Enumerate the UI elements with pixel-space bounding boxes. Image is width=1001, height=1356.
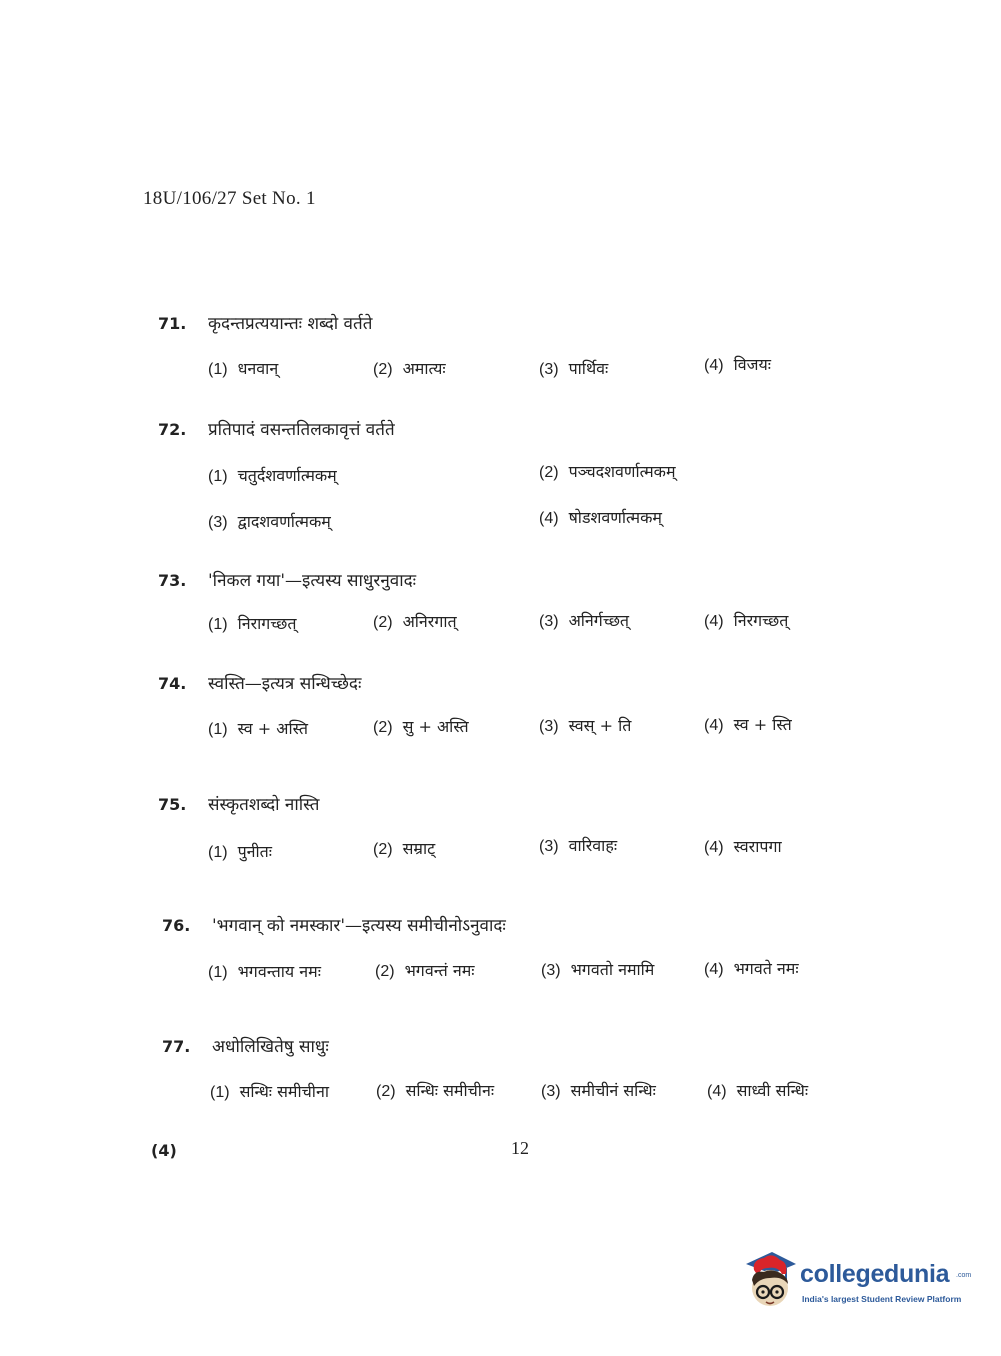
- footer-code: (4): [151, 1141, 177, 1160]
- option-77-1: (1) सन्धिः समीचीना: [210, 1082, 329, 1101]
- question-number: 75.: [158, 795, 187, 814]
- question-text: 'निकल गया'—इत्यस्य साधुरनुवादः: [208, 571, 417, 591]
- question-text: 'भगवान् को नमस्कार'—इत्यस्य समीचीनोऽनुवादः: [212, 916, 506, 936]
- option-76-4: (4) भगवते नमः: [704, 959, 799, 978]
- paper-code: 18U/106/27 Set No. 1: [143, 188, 316, 209]
- brand-watermark: [742, 1250, 972, 1312]
- brand-name: collegedunia: [800, 1260, 950, 1288]
- question-number: 73.: [158, 571, 187, 590]
- question-text: स्वस्ति—इत्यत्र सन्धिच्छेदः: [208, 674, 362, 694]
- page-number: 12: [511, 1138, 529, 1158]
- option-72-1: (1) चतुर्दशवर्णात्मकम्: [208, 466, 337, 485]
- option-71-3: (3) पार्थिवः: [539, 359, 609, 378]
- option-76-1: (1) भगवन्ताय नमः: [208, 962, 321, 981]
- question-text: कृदन्तप्रत्ययान्तः शब्दो वर्तते: [208, 314, 373, 334]
- question-number: 74.: [158, 674, 187, 693]
- question-text: संस्कृतशब्दो नास्ति: [208, 795, 320, 815]
- option-77-3: (3) समीचीनं सन्धिः: [541, 1081, 656, 1100]
- question-text: प्रतिपादं वसन्ततिलकावृत्तं वर्तते: [208, 420, 395, 440]
- option-77-2: (2) सन्धिः समीचीनः: [376, 1081, 495, 1100]
- option-75-1: (1) पुनीतः: [208, 842, 273, 861]
- question-number: 76.: [162, 916, 191, 935]
- option-73-1: (1) निरागच्छत्: [208, 614, 297, 633]
- brand-tagline: India's largest Student Review Platform: [802, 1294, 962, 1304]
- option-76-2: (2) भगवन्तं नमः: [375, 961, 475, 980]
- option-72-3: (3) द्वादशवर्णात्मकम्: [208, 512, 331, 531]
- option-71-2: (2) अमात्यः: [373, 359, 446, 378]
- question-text: अधोलिखितेषु साधुः: [212, 1037, 329, 1057]
- option-74-1: (1) स्व + अस्ति: [208, 719, 308, 738]
- option-73-4: (4) निरगच्छत्: [704, 611, 789, 630]
- option-75-4: (4) स्वरापगा: [704, 837, 782, 856]
- option-75-3: (3) वारिवाहः: [539, 836, 618, 855]
- option-75-2: (2) सम्राट्: [373, 839, 436, 858]
- option-73-3: (3) अनिर्गच्छत्: [539, 611, 630, 630]
- question-number: 77.: [162, 1037, 191, 1056]
- question-number: 71.: [158, 314, 187, 333]
- mascot-logo-icon: [742, 1250, 798, 1312]
- option-74-2: (2) सु + अस्ति: [373, 717, 469, 736]
- option-72-2: (2) पञ्चदशवर्णात्मकम्: [539, 462, 676, 481]
- option-71-1: (1) धनवान्: [208, 359, 279, 378]
- option-71-4: (4) विजयः: [704, 355, 771, 374]
- option-72-4: (4) षोडशवर्णात्मकम्: [539, 508, 662, 527]
- brand-domain-suffix: .com: [956, 1272, 972, 1279]
- question-number: 72.: [158, 420, 187, 439]
- option-76-3: (3) भगवतो नमामि: [541, 960, 655, 979]
- option-74-3: (3) स्वस् + ति: [539, 716, 632, 735]
- option-73-2: (2) अनिरगात्: [373, 612, 457, 631]
- option-77-4: (4) साध्वी सन्धिः: [707, 1081, 809, 1100]
- option-74-4: (4) स्व + स्ति: [704, 715, 792, 734]
